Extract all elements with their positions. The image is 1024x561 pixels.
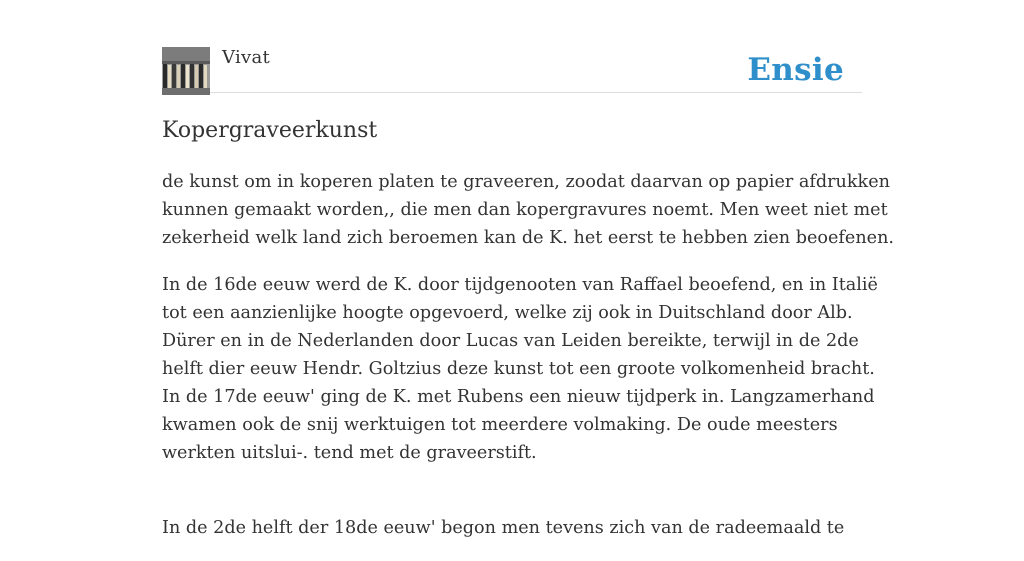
- paragraph-line: werkten uitslui-. tend met de graveerstift.: [162, 443, 537, 463]
- paragraph-3: [162, 514, 882, 542]
- header: [162, 46, 862, 93]
- author-avatar[interactable]: [162, 47, 210, 95]
- paragraph-line: In de 16de eeuw werd de K. door tijdgenooten van Raffael beoefend, en in Italië: [162, 275, 878, 295]
- paragraph-line: In de 17de eeuw' ging de K. met Rubens een nieuw tijdperk in. Langzamerhand: [162, 387, 875, 407]
- paragraph-2: [162, 271, 882, 467]
- paragraph-spacer: [162, 486, 882, 514]
- article-title: Kopergraveerkunst: [162, 118, 378, 143]
- paragraph-line: zekerheid welk land zich beroemen kan de K. het eerst te hebben zien beoefenen.: [162, 228, 895, 248]
- brand-logo[interactable]: Ensie: [747, 52, 844, 88]
- paragraph-line: de kunst om in koperen platen te graveeren, zoodat daarvan op papier afdrukken: [162, 172, 890, 192]
- author-name[interactable]: Vivat: [222, 47, 271, 68]
- books-avatar-icon: [162, 47, 210, 95]
- paragraph-line: In de 2de helft der 18de eeuw' begon men tevens zich van de radeemaald te: [162, 518, 845, 538]
- paragraph-line: tot een aanzienlijke hoogte opgevoerd, welke zij ook in Duitschland door Alb.: [162, 303, 853, 323]
- paragraph-line: kunnen gemaakt worden,, die men dan kopergravures noemt. Men weet niet met: [162, 200, 888, 220]
- paragraph-line: kwamen ook de snij werktuigen tot meerdere volmaking. De oude meesters: [162, 415, 838, 435]
- paragraph-line: helft dier eeuw Hendr. Goltzius deze kunst tot een groote volkomenheid bracht.: [162, 359, 875, 379]
- paragraph-line: Dürer en in de Nederlanden door Lucas van Leiden bereikte, terwijl in de 2de: [162, 331, 859, 351]
- article-body: [162, 168, 895, 561]
- paragraph-1: [162, 168, 895, 252]
